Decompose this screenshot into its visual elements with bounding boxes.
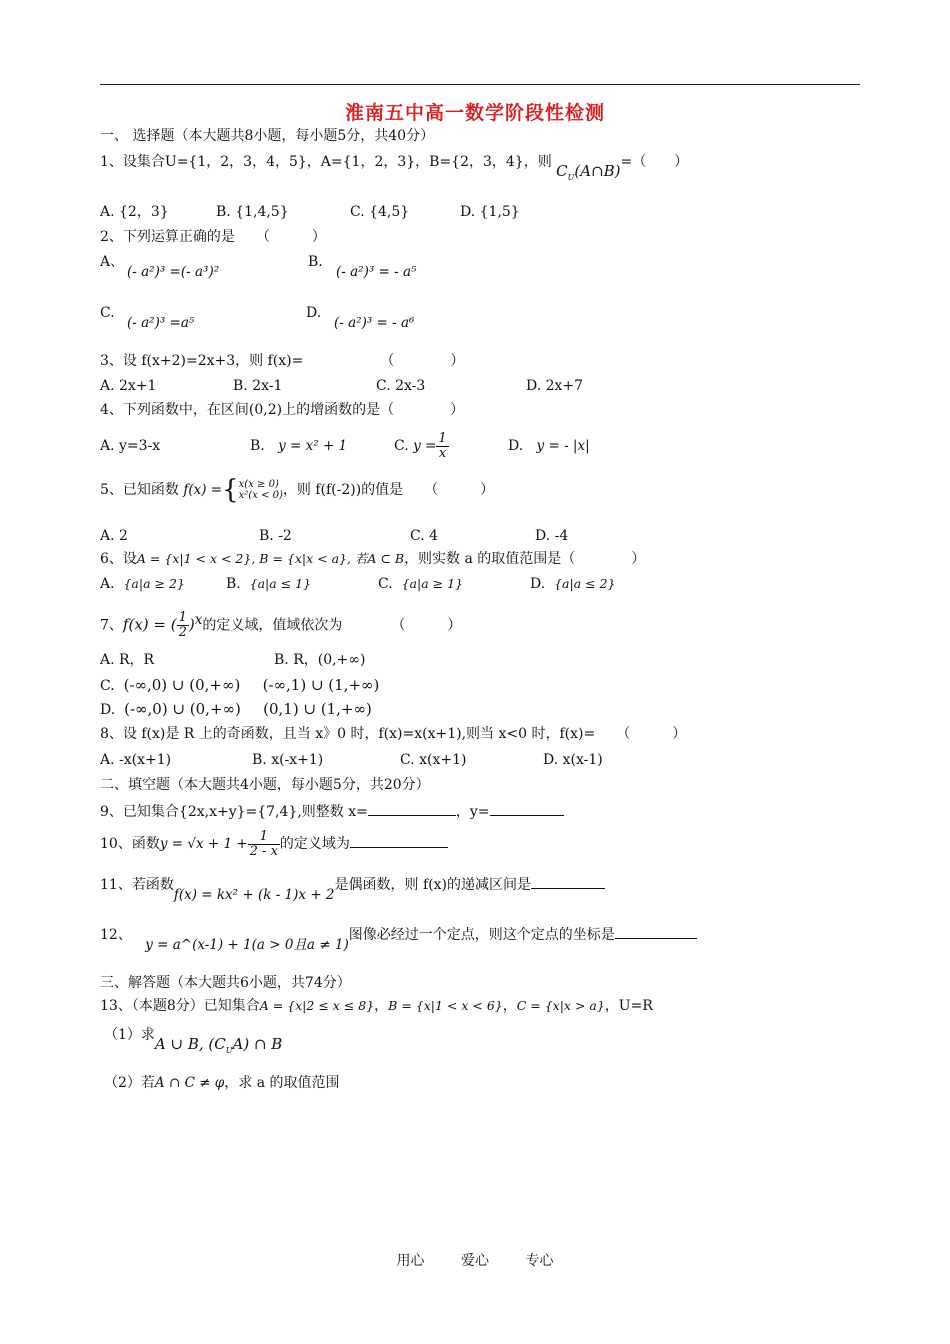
q9-blank-x[interactable] [368,801,456,816]
question-11: 11、若函数f(x) = kx² + (k - 1)x + 2是偶函数，则 f(x)的递减区间是 [100,874,605,894]
question-1-math: $C_U(A\cap B)$ [556,162,621,182]
footer [0,1250,950,1270]
question-13: 13、（本题8分）已知集合A = {x|2 ≤ x ≤ 8}，B = {x|1 < x < 6}，C = {x|x > a}，U=R [100,998,653,1014]
q7-fraction: $\frac{1}{2}$ [178,610,187,641]
question-3: 3、设 f(x+2)=2x+3，则 f(x)= （ ） [100,353,465,369]
question-12: 12、 y = a^(x-1) + 1(a > 0且a ≠ 1)图像必经过一个定点，则这个定点的坐标是 [100,924,697,944]
question-4: 4、下列函数中，在区间(0,2)上的增函数的是（ ） [100,402,465,418]
q2-option-d-label: D. [306,305,322,321]
q5-piecewise: x(x ≥ 0) x²(x < 0) [238,479,283,501]
q1-option-a: A. {2，3} [100,204,169,220]
question-10: 10、函数y = √x + 1 + $\frac{1}{2 - x}$ 的定义域为 [100,826,448,862]
q6-option-d: D. {a|a ≤ 2} [530,576,616,592]
question-1 [100,152,689,182]
q3-option-d: D. 2x+7 [526,378,584,394]
q8-option-d: D. x(x-1) [543,752,603,768]
question-2: 2、下列运算正确的是 （ ） [100,229,326,245]
q2-option-a-expr: (- a²)³ =(- a³)² [127,264,220,280]
section-2-heading: 二、填空题（本大题共4小题，每小题5分，共20分） [100,777,430,793]
section-3-heading: 三、解答题（本大题共6小题，共74分） [100,975,351,991]
q13-part-1: （1）求A ∪ B, $(C_UA)$ ∩ B [104,1027,283,1055]
q8-option-b: B. x(-x+1) [252,752,324,768]
q8-option-c: C. x(x+1) [400,752,467,768]
q2-option-b-label: B. [308,254,323,270]
q7-option-a: A. R，R [100,652,155,668]
q13-part-2: （2）若A ∩ C ≠ φ，求 a 的取值范围 [104,1075,340,1091]
q4-option-a: A. y=3-x [100,438,161,454]
q10-fraction: $\frac{1}{2 - x}$ [249,828,278,859]
q4-option-d: D. y = - |x| [508,438,590,454]
q8-option-a: A. -x(x+1) [100,752,172,768]
q3-option-b: B. 2x-1 [233,378,283,394]
question-6: 6、设A = {x|1 < x < 2}, B = {x|x < a}, 若A ⊂ B，则实数 a 的取值范围是（ ） [100,551,646,567]
q11-blank[interactable] [531,874,605,889]
footer-word-1: 用心 [396,1253,425,1269]
q2-option-c-label: C. [100,305,115,321]
q2-option-d-expr: (- a²)³ = - a⁶ [334,315,415,331]
q7-option-c: C. (-∞,0) ∪ (0,+∞) (-∞,1) ∪ (1,+∞) [100,676,380,694]
q5-option-a: A. 2 [100,528,128,544]
q7-option-b: B. R，(0,+∞) [274,652,366,668]
q6-option-b: B. {a|a ≤ 1} [226,576,312,592]
q5-option-d: D. -4 [535,528,569,544]
footer-word-3: 专心 [525,1253,554,1269]
q1-option-b: B. {1,4,5} [216,204,289,220]
q10-blank[interactable] [350,833,448,848]
q6-option-c: C. {a|a ≥ 1} [378,576,463,592]
q1-option-c: C. {4,5} [350,204,410,220]
q7-option-d: D. (-∞,0) ∪ (0,+∞) (0,1) ∪ (1,+∞) [100,700,372,718]
q4-c-fraction: $\frac{1}{x}$ [438,430,447,461]
question-7: 7、f(x) = ( $\frac{1}{2}$ )$^x$的定义域，值域依次为 （ ） [100,610,462,641]
q2-option-a-label: A、 [100,254,125,270]
question-5: 5、已知函数 f(x) ={ x(x ≥ 0) x²(x < 0) ，则 f(f(-2))的值是 （ ） [100,475,495,505]
question-8: 8、设 f(x)是 R 上的奇函数，且当 x》0 时，f(x)=x(x+1),则当 x<0 时，f(x)= （ ） [100,726,687,742]
header-rule [100,84,860,85]
q4-option-b: B. y = x² + 1 [250,438,348,454]
q6-option-a: A. {a|a ≥ 2} [100,576,185,592]
q2-option-c-expr: (- a²)³ =a⁵ [127,315,195,331]
q3-option-c: C. 2x-3 [376,378,426,394]
q2-option-b-expr: (- a²)³ = - a⁵ [336,264,417,280]
q9-blank-y[interactable] [490,801,564,816]
q1-option-d: D. {1,5} [460,204,520,220]
q5-option-c: C. 4 [410,528,439,544]
question-9: 9、已知集合{2x,x+y}={7,4},则整数 x= ，y= [100,801,564,821]
question-1-tail: =（ ） [620,154,689,170]
question-1-stem: 1、设集合U={1，2，3，4，5}，A={1，2，3}，B={2，3，4}，则 [100,154,552,170]
q12-blank[interactable] [615,924,697,939]
q3-option-a: A. 2x+1 [100,378,157,394]
section-1-heading: 一、 选择题（本大题共8小题，每小题5分，共40分） [100,128,435,144]
q4-option-c: C. y = $\frac{1}{x}$ [394,430,447,461]
q5-option-b: B. -2 [259,528,292,544]
footer-word-2: 爱心 [461,1253,489,1269]
page-title: 淮南五中高一数学阶段性检测 [344,102,605,124]
